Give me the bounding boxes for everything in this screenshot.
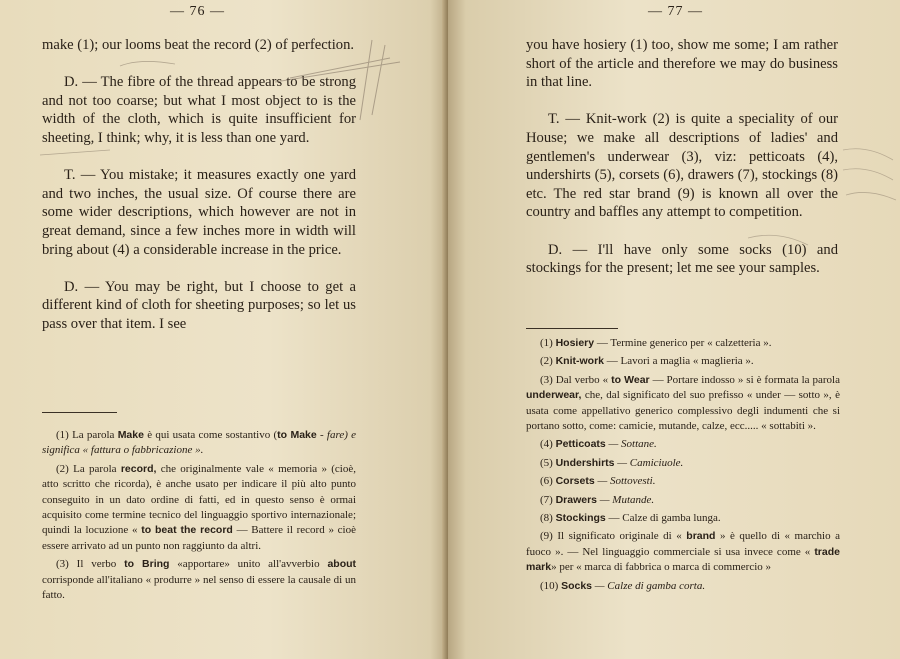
footnote: (8) Stockings — Calze di gamba lunga. <box>540 512 721 525</box>
dialogue-text <box>42 36 356 352</box>
footnote: (3) Il verbo to Bring «apportare» unito all'avverbio about corrisponde all'italiano « produrre » nel senso di essere la causale di un fatto. <box>42 558 357 602</box>
footnotes <box>42 428 356 606</box>
paragraph: T. — Knit-work (2) is quite a speciality of our House; we make all descriptions of ladies' and gentlemen's underwear (3), viz: petticoats (4), undershirts (5), corsets (6), drawers (7), stockings (8) etc. The red star brand (9) is known all over the country and baffles any attempt to competition. <box>526 111 838 221</box>
footnotes <box>526 336 840 597</box>
paragraph: D. — I'll have only some socks (10) and stockings for the present; let me see your samples. <box>526 241 838 277</box>
footnote: (6) Corsets — Sottovesti. <box>540 475 656 488</box>
footnote: (2) Knit-work — Lavori a maglia « maglieria ». <box>540 355 754 368</box>
paragraph: D. — You may be right, but I choose to get a different kind of cloth for sheeting purposes; so let us pass over that item. I see <box>42 278 356 332</box>
footnote: (2) La parola record, che originalmente vale « memoria » (cioè, atto scritto che ricorda), è anche usato per indicare il più alto punto conseguito in un dato ordine di fatti, ed in questo senso è ormai acquisito come termine tecnico del linguaggio sportivo internazionale; quindi la locuzione « to beat the record — Battere il record » cioè essere arrivato ad un punto non raggiunto da altri. <box>42 462 356 552</box>
page-number: — 76 — <box>170 4 225 19</box>
paragraph: make (1); our looms beat the record (2) of perfection. <box>42 37 355 53</box>
footnote-divider <box>42 412 117 413</box>
paragraph: T. — You mistake; it measures exactly one yard and two inches, the usual size. Of course there are some wider descriptions, which however are not in great demand, since a few inches more in width will bring about (4) a considerable increase in the price. <box>42 167 356 258</box>
footnote: (10) Socks — Calze di gamba corta. <box>540 579 706 592</box>
footnote: (5) Undershirts — Camiciuole. <box>540 456 684 469</box>
footnote-divider <box>526 328 618 329</box>
left-page <box>0 0 448 659</box>
footnote: (1) Hosiery — Termine generico per « calzetteria ». <box>540 337 772 349</box>
footnote: (3) Dal verbo « to Wear — Portare indosso » si è formata la parola underwear, che, dal significato del suo prefisso « under — sotto », è usata come appellativo generico complessivo degli indumenti che si portano sotto, come: camicie, mutande, calze, ecc..... « sottabiti ». <box>526 373 840 433</box>
right-page <box>448 0 900 659</box>
footnote: (9) Il significato originale di « brand » è quello di « marchio a fuoco ». — Nel linguaggio commerciale si usa invece come « trade mark» per « marca di fabbrica o marca di commercio » <box>526 530 841 574</box>
paragraph: you have hosiery (1) too, show me some; I am rather short of the article and therefore we may do business in that line. <box>526 37 838 91</box>
footnote: (7) Drawers — Mutande. <box>540 493 655 506</box>
dialogue-text <box>526 36 838 296</box>
page-number: — 77 — <box>648 4 703 19</box>
paragraph: D. — The fibre of the thread appears to be strong and not too coarse; but what I most object to is the width of the cloth, which is quite insufficient for sheeting, I think; why, it is less than one yard. <box>42 74 356 146</box>
footnote: (4) Petticoats — Sottane. <box>540 438 657 451</box>
footnote: (1) La parola Make è qui usata come sostantivo (to Make - fare) e significa « fattura o fabbricazione ». <box>42 429 357 457</box>
